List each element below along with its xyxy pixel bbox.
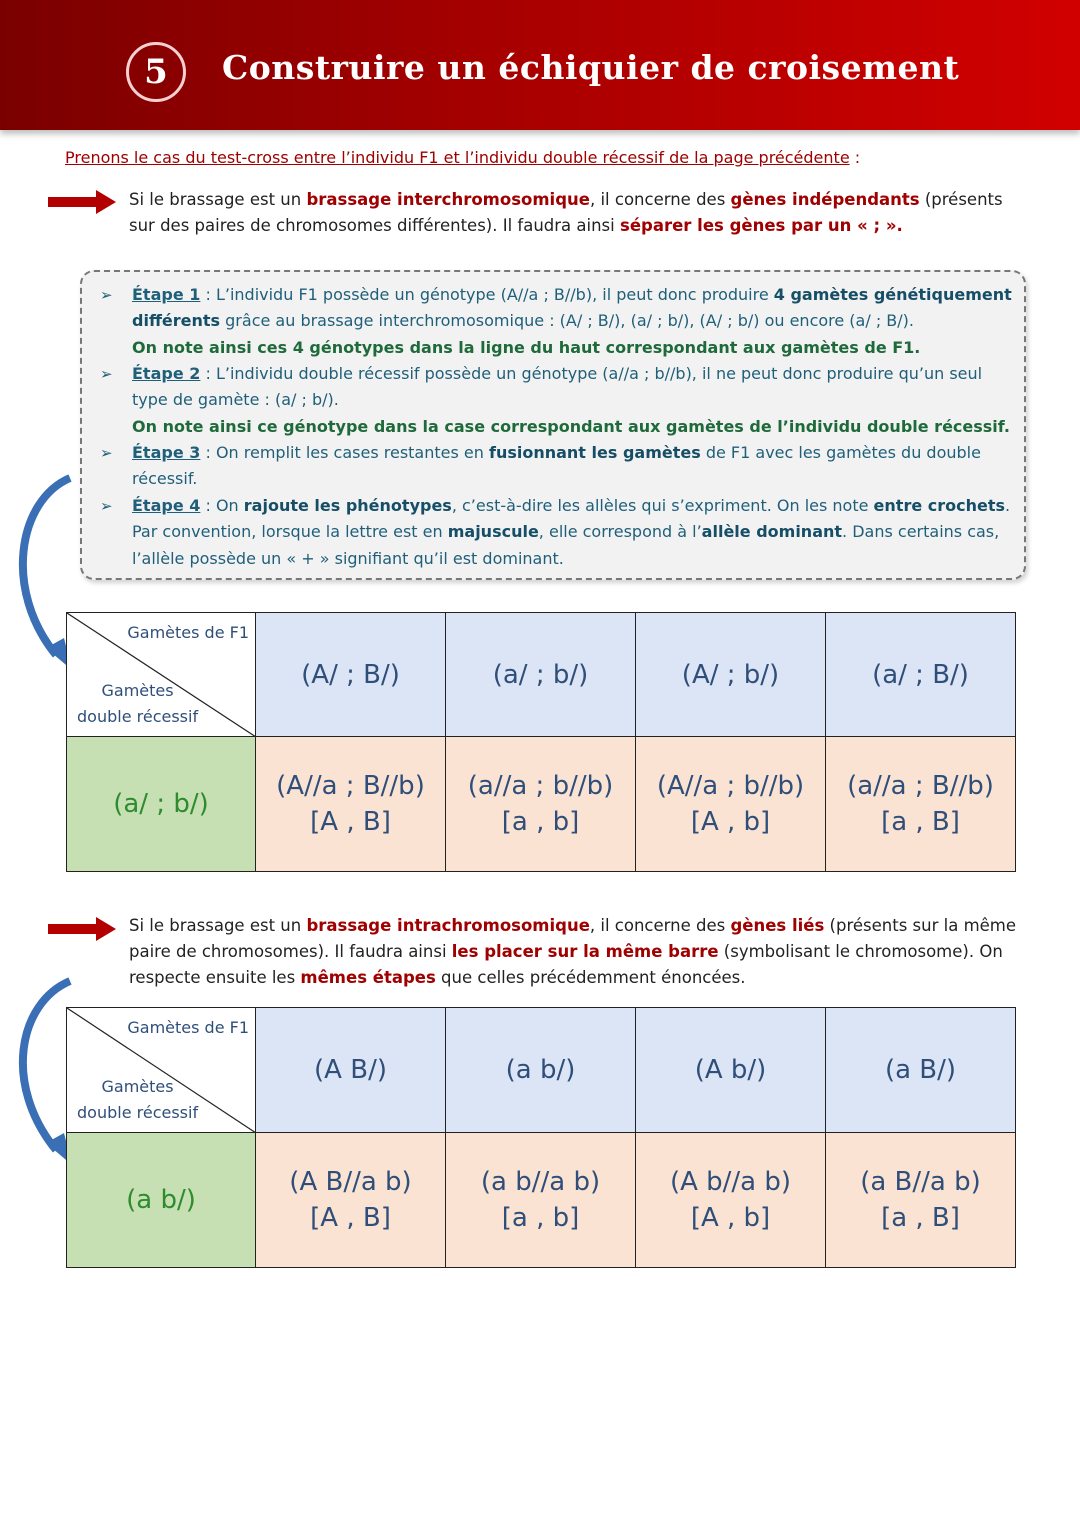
corner-label-dr-line1: Gamètes [101,1077,174,1096]
inter-paragraph [129,187,1029,239]
genotype: (A//a ; b//b) [656,771,805,801]
inter-text-2: , il concerne des [589,190,731,209]
corner-label-double-recessif [77,1074,198,1126]
inter-bold-2: gènes indépendants [730,190,920,209]
step-2 [100,361,1012,440]
phenotype: [a , B] [881,807,960,837]
page-title: Construire un échiquier de croisement [222,48,960,87]
step-4-label: Étape 4 [132,496,201,515]
table-corner [67,1008,256,1133]
intra-paragraph [129,913,1034,991]
genotype: (a b//a b) [480,1167,601,1197]
offspring-cell [636,737,826,872]
corner-label-dr-line2: double récessif [77,1103,199,1122]
phenotype: [A , b] [690,807,771,837]
genotype: (A B//a b) [289,1167,412,1197]
gamete-f1-header: (a/ ; b/) [446,613,636,737]
corner-label-f1: Gamètes de F1 [127,1018,249,1037]
intra-text-3: (présents sur la même paire de chromosomes). Il faudra ainsi [129,916,1017,961]
gamete-f1-header: (A b/) [636,1008,826,1133]
gamete-recessif-header: (a b/) [67,1133,256,1268]
step-3-text-2: de F1 avec les gamètes du double récessif. [132,443,981,489]
corner-label-double-recessif [77,678,198,730]
red-arrow-icon [46,915,118,943]
intra-text-5: que celles précédemment énoncées. [435,968,746,987]
gamete-f1-header: (A/ ; B/) [256,613,446,737]
gamete-recessif-header: (a/ ; b/) [67,737,256,872]
step-3 [100,440,1012,493]
punnett-table-intra [66,1007,1016,1268]
phenotype: [A , B] [310,1203,391,1233]
genotype: (a//a ; b//b) [467,771,614,801]
gamete-f1-header: (a b/) [446,1008,636,1133]
arrow-bullet-icon: ➢ [100,365,113,383]
step-3-text-1: : On remplit les cases restantes en [200,443,489,462]
step-4-bold-1: rajoute les phénotypes [243,496,452,515]
intro-line [65,148,860,167]
step-4-text-1: : On [200,496,244,515]
intra-text-2: , il concerne des [589,916,731,935]
genotype: (A b//a b) [669,1167,792,1197]
phenotype: [A , b] [690,1203,771,1233]
offspring-cell [636,1133,826,1268]
steps-box [80,270,1026,580]
step-4 [100,493,1012,572]
phenotype: [a , b] [501,807,580,837]
intra-text-4: (symbolisant le chromosome). On respecte ensuite les [129,942,1003,987]
step-4-bold-2: entre crochets [873,496,1006,515]
intra-bold-1: brassage intrachromosomique [306,916,590,935]
step-1 [100,282,1012,361]
step-1-note: On note ainsi ces 4 génotypes dans la ligne du haut correspondant aux gamètes de F1. [132,337,921,357]
step-2-label: Étape 2 [132,364,201,383]
arrow-bullet-icon: ➢ [100,286,113,304]
table-corner [67,613,256,737]
step-4-text-3: . Par convention, lorsque la lettre est en [132,496,1011,542]
step-1-text-1: : L’individu F1 possède un génotype (A//a ; B//b), il peut donc produire [200,285,774,304]
step-4-text-4: , elle correspond à l’ [538,522,702,542]
page-header [0,0,1080,130]
corner-label-dr-line1: Gamètes [101,681,174,700]
offspring-cell [826,1133,1016,1268]
phenotype: [a , B] [881,1203,960,1233]
step-4-text-5: . Dans certains cas, l’allèle possède un « + » signifiant qu’il est dominant. [132,522,1000,568]
corner-label-dr-line2: double récessif [77,707,199,726]
step-1-text-2: grâce au brassage interchromosomique : (A/ ; B/), (a/ ; b/), (A/ ; b/) ou encore (a/ ; B/). [220,311,914,331]
arrow-bullet-icon: ➢ [100,444,113,462]
genotype: (a//a ; B//b) [847,771,994,801]
phenotype: [a , b] [501,1203,580,1233]
punnett-table-inter [66,612,1016,872]
step-2-text: : L’individu double récessif possède un génotype (a//a ; b//b), il ne peut donc produire qu’un seul type de gamète : (a/ ; b/). [132,364,983,410]
genotype: (a B//a b) [860,1167,981,1197]
step-3-bold: fusionnant les gamètes [488,443,701,462]
genotype: (A//a ; B//b) [276,771,425,801]
inter-text-1: Si le brassage est un [129,190,307,209]
step-2-note: On note ainsi ce génotype dans la case correspondant aux gamètes de l’individu double récessif. [132,416,1010,436]
step-1-bold: 4 gamètes génétiquement différents [132,285,1012,331]
section-number-badge: 5 [126,42,186,102]
inter-text-3: (présents sur des paires de chromosomes différentes). Il faudra ainsi [129,190,1003,235]
phenotype: [A , B] [310,807,391,837]
intra-bold-4: mêmes étapes [300,968,436,987]
intro-text: Prenons le cas du test-cross entre l’individu F1 et l’individu double récessif de la page précédente [65,148,850,167]
offspring-cell [256,1133,446,1268]
intro-suffix: : [849,148,861,167]
step-4-text-2: , c’est-à-dire les allèles qui s’expriment. On les note [451,496,874,515]
step-1-label: Étape 1 [132,285,201,304]
inter-bold-3: séparer les gènes par un « ; ». [620,216,903,235]
red-arrow-icon [46,188,118,216]
offspring-cell [446,1133,636,1268]
gamete-f1-header: (a B/) [826,1008,1016,1133]
corner-label-f1: Gamètes de F1 [127,623,249,642]
arrow-bullet-icon: ➢ [100,497,113,515]
step-3-label: Étape 3 [132,443,201,462]
intra-text-1: Si le brassage est un [129,916,307,935]
step-4-bold-3: majuscule [447,522,539,542]
intra-bold-3: les placer sur la même barre [451,942,719,961]
offspring-cell [446,737,636,872]
step-4-bold-4: allèle dominant [701,522,843,542]
offspring-cell [256,737,446,872]
gamete-f1-header: (A B/) [256,1008,446,1133]
gamete-f1-header: (a/ ; B/) [826,613,1016,737]
offspring-cell [826,737,1016,872]
inter-bold-1: brassage interchromosomique [306,190,590,209]
gamete-f1-header: (A/ ; b/) [636,613,826,737]
intra-bold-2: gènes liés [730,916,825,935]
